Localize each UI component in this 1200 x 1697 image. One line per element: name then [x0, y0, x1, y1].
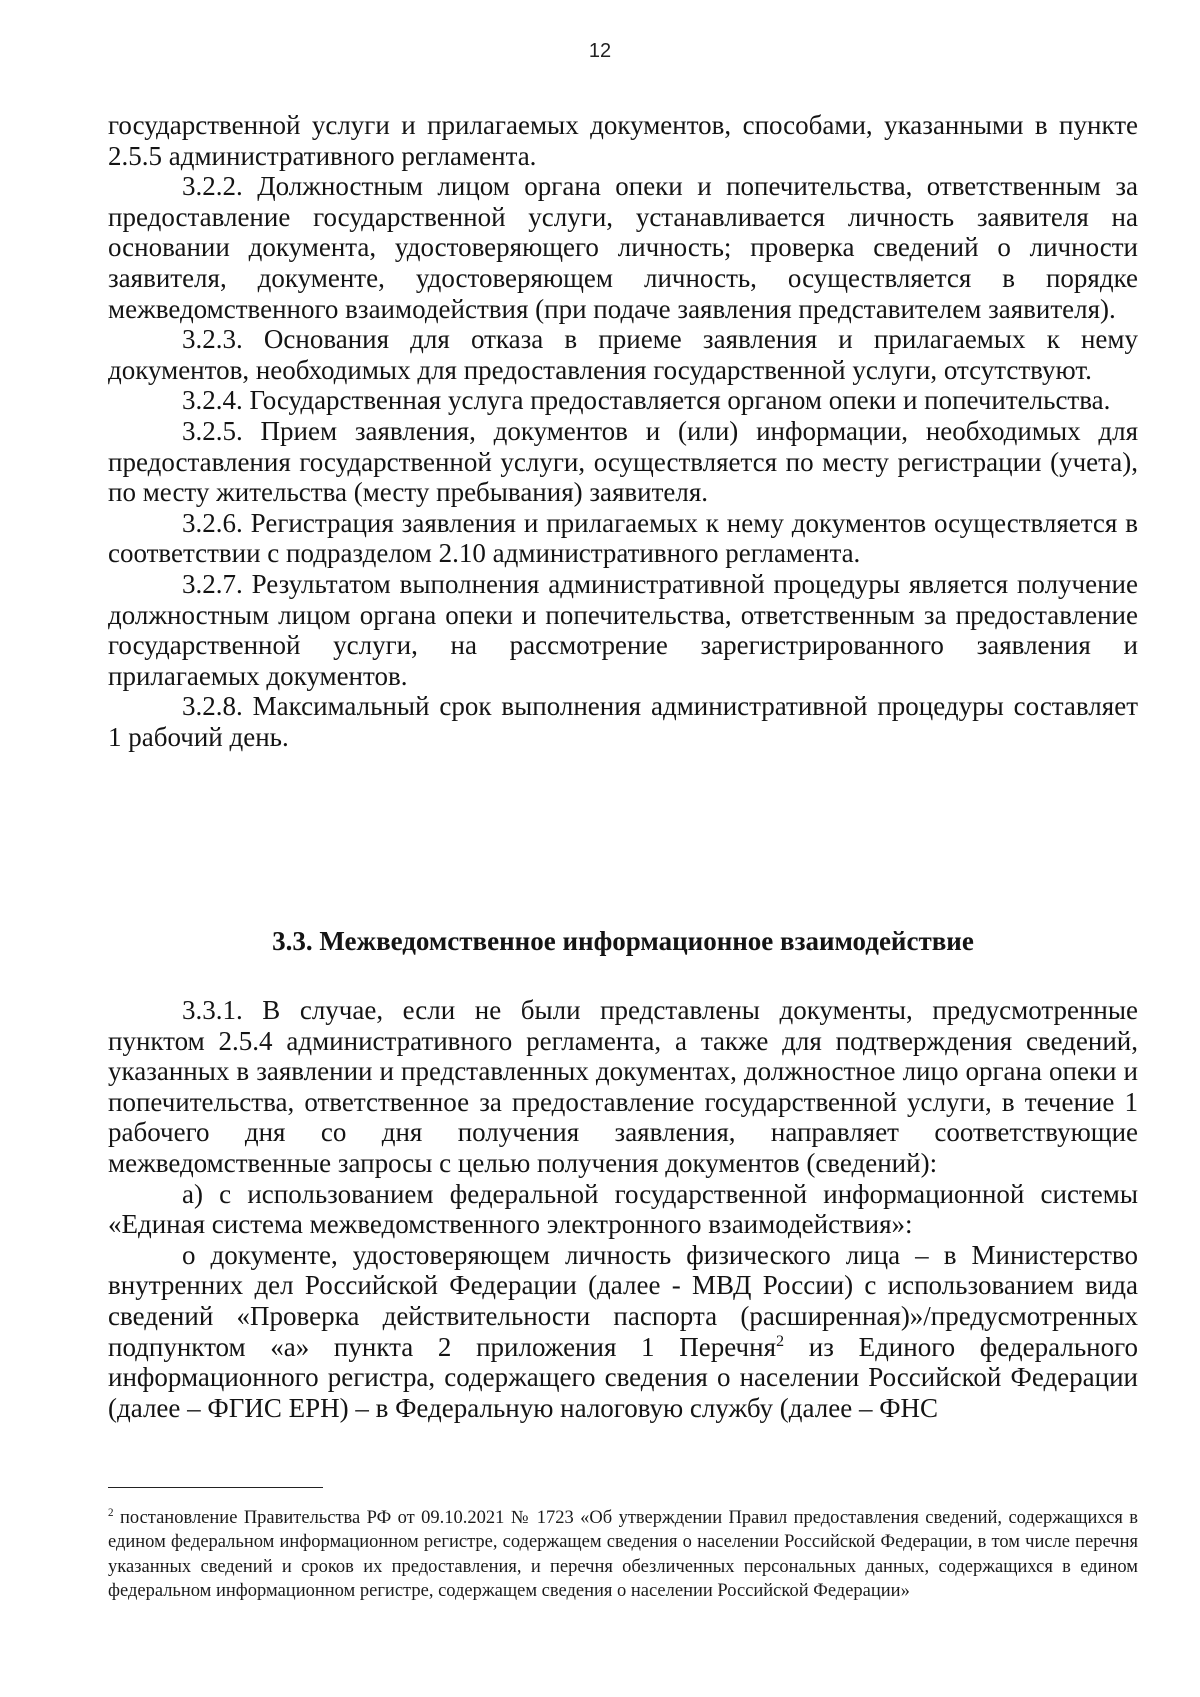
paragraph: 3.2.6. Регистрация заявления и прилагаемых к нему документов осуществляется в соответствии с подразделом 2.10 административного регламента. — [108, 507, 1138, 569]
paragraph: 3.2.5. Прием заявления, документов и (или) информации, необходимых для предоставления государственной услуги, осуществляется по месту регистрации (учета), по месту жительства (месту пребывания) заявителя. — [108, 415, 1138, 508]
paragraph: 3.2.3. Основания для отказа в приеме заявления и прилагаемых к нему документов, необходимых для предоставления государственной услуги, отсутствуют. — [108, 324, 1138, 385]
text-block-section-3-2 — [108, 110, 1138, 752]
paragraph: 3.2.2. Должностным лицом органа опеки и попечительства, ответственным за предоставление государственной услуги, устанавливается личность заявителя на основании документа, удостоверяющего личность; проверка сведений о личности заявителя, документе, удостоверяющем личность, осуществляется в порядке межведомственного взаимодействия (при подаче заявления представителем заявителя). — [108, 171, 1138, 324]
paragraph: государственной услуги и прилагаемых документов, способами, указанными в пункте 2.5.5 административного регламента. — [108, 110, 1138, 171]
paragraph-with-footnote-ref — [108, 1240, 1138, 1424]
paragraph-text-after: из Единого федерального информационного регистра, содержащего сведения о населении Российской Федерации (далее – ФГИС ЕРН) – в Федеральную налоговую службу (далее – ФНС — [108, 1331, 1138, 1423]
footnote-text: постановление Правительства РФ от 09.10.2021 № 1723 «Об утверждении Правил предоставления сведений, содержащихся в едином федеральном информационном регистре, содержащем сведения о населении Российской Федерации, в том числе перечня указанных сведений и сроков их предоставления, и перечня обезличенных персональных данных, содержащихся в едином федеральном информационном регистре, содержащем сведения о населении Российской Федерации» — [108, 1508, 1138, 1602]
page-number: 12 — [588, 40, 612, 62]
paragraph: 3.2.8. Максимальный срок выполнения административной процедуры составляет 1 рабочий день. — [108, 691, 1138, 752]
paragraph: 3.2.7. Результатом выполнения административной процедуры является получение должностным лицом органа опеки и попечительства, ответственным за предоставление государственной услуги, на рассмотрение зарегистрированного заявления и прилагаемых документов. — [108, 568, 1138, 691]
footnote-marker: 2 — [108, 1506, 114, 1519]
paragraph: 3.3.1. В случае, если не были представлены документы, предусмотренные пунктом 2.5.4 административного регламента, а также для подтверждения сведений, указанных в заявлении и представленных документах, должностное лицо органа опеки и попечительства, ответственное за предоставление государственной услуги, в течение 1 рабочего дня со дня получения заявления, направляет соответствующие межведомственные запросы с целью получения документов (сведений): — [108, 995, 1138, 1178]
text-block-section-3-3 — [108, 995, 1138, 1423]
footnote — [108, 1506, 1138, 1604]
paragraph-text-before: о документе, удостоверяющем личность физического лица – в Министерство внутренних дел Российской Федерации (далее - МВД России) с использованием вида сведений «Проверка действительности паспорта (расширенная)»/предусмотренных подпунктом «а» пункта 2 приложения 1 Перечня — [108, 1239, 1138, 1362]
footnote-separator — [108, 1487, 323, 1488]
footnote-reference: 2 — [776, 1331, 785, 1350]
paragraph: а) с использованием федеральной государственной информационной системы «Единая система межведомственного электронного взаимодействия»: — [108, 1178, 1138, 1240]
section-heading: 3.3. Межведомственное информационное взаимодействие — [272, 926, 974, 956]
paragraph: 3.2.4. Государственная услуга предоставляется органом опеки и попечительства. — [182, 385, 1111, 416]
